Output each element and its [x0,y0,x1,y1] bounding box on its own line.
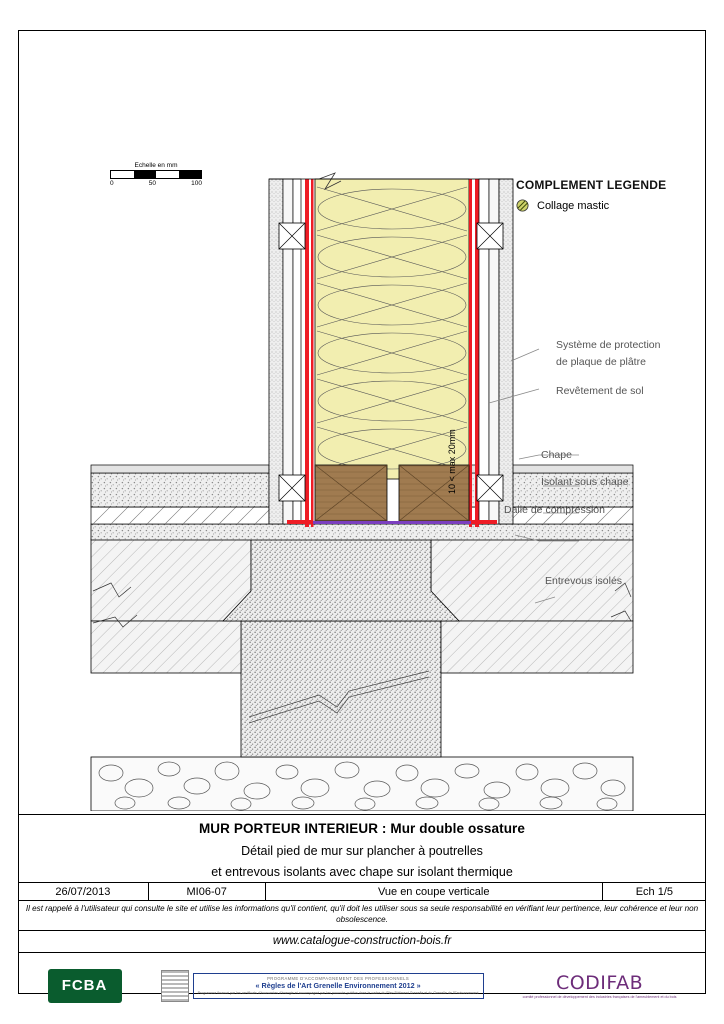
annotation-protection-plaque-line2: de plaque de plâtre [556,356,646,368]
title-block-meta-row [18,883,706,901]
codifab-logo-sub: comité professionnel de développement des industries françaises de l'ameublement et du bois [522,994,677,999]
title-block-subtitle-2: et entrevous isolants avec chape sur isolant thermique [18,861,706,883]
annotation-isolant-sous-chape: Isolant sous chape [541,476,629,488]
grenelle-logo [161,970,484,1002]
title-block [18,814,706,999]
annotation-revetement-sol: Revêtement de sol [556,385,644,397]
ground-rubble-layer [91,757,633,811]
scale-caption: Echelle en mm [134,162,178,169]
scale-bar [110,162,202,187]
title-block-disclaimer: Il est rappelé à l'utilisateur qui consulte le site et utilise les informations qu'il contient, qu'il doit les utiliser sous sa seule responsabilité en vérifiant leur pertinence, leur cohérence et leur non obsolescence. [18,901,706,931]
codifab-logo-name: CODIFAB [555,971,644,994]
title-block-scale: Ech 1/5 [635,885,674,898]
title-block-date: 26/07/2013 [18,883,149,900]
dimension-jeu-pied-mur: 10 < max 20mm [447,429,457,494]
codifab-logo [523,972,677,1000]
scale-tick-50: 50 [148,180,156,187]
grenelle-logo-mark-icon [161,970,189,1002]
legend-item-collage-mastic [516,199,609,212]
legend-title: COMPLEMENT LEGENDE [516,178,667,192]
annotation-entrevous-isoles: Entrevous isolés [545,575,623,587]
fcba-logo-text: FCBA [61,977,108,995]
fcba-logo [48,969,122,1003]
foundation-concrete [241,621,441,757]
title-block-view: Vue en coupe verticale [266,883,603,900]
scale-tick-100: 100 [191,180,202,187]
title-block-reference: MI06-07 [149,883,266,900]
legend-item-label: Collage mastic [537,199,610,212]
double-stud-wall [269,173,513,527]
collage-mastic-swatch-icon [516,199,529,212]
title-block-logos [18,953,706,1019]
grenelle-logo-sub: Programme financé par les certificats d'économies d'énergie et accompagné par les pouvoirs publics dans le cadre du Plan Bâtiment Grenelle et du Grenelle de l'Environnement [197,990,479,995]
title-block-title: MUR PORTEUR INTERIEUR : Mur double ossature [198,820,526,836]
grenelle-logo-box [193,973,484,999]
annotation-dalle-compression: Dalle de compression [504,504,605,516]
scale-tick-0: 0 [110,180,114,187]
title-block-subtitle-1: Détail pied de mur sur plancher à poutrelles [241,844,483,858]
title-block-website[interactable]: www.catalogue-construction-bois.fr [18,931,706,953]
annotation-protection-plaque-line1: Système de protection [556,339,661,351]
grenelle-logo-main: « Règles de l'Art Grenelle Environnement 2012 » [255,980,421,990]
annotation-chape: Chape [541,449,572,461]
section-drawing-svg [19,31,705,811]
grenelle-logo-top: PROGRAMME D'ACCOMPAGNEMENT DES PROFESSIONNELS [267,975,410,981]
technical-drawing [19,31,705,811]
